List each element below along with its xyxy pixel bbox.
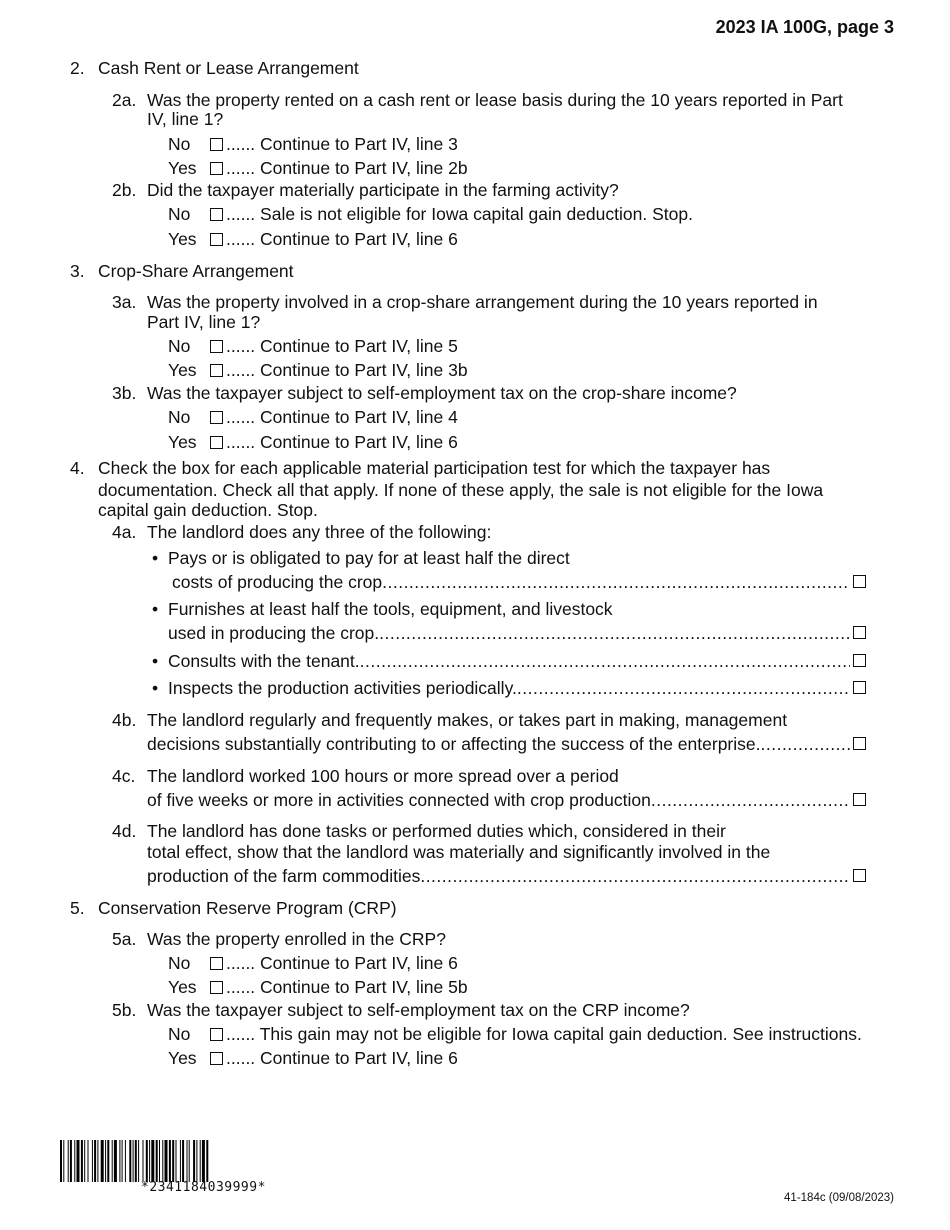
q5b-no-checkbox[interactable] [210, 1028, 223, 1041]
q3b-yes-option [210, 431, 458, 453]
q5b-number: 5b. [112, 1000, 137, 1020]
q2b-text-line1: Did the taxpayer materially participate in the farming activity? [147, 180, 619, 200]
barcode [60, 1140, 342, 1182]
q2b-yes-text: ...... Continue to Part IV, line 6 [226, 229, 458, 249]
q3a-no-option [210, 335, 458, 357]
q3a-yes-checkbox[interactable] [210, 364, 223, 377]
q5b-yes-label: Yes [168, 1048, 197, 1068]
section-3-number: 3. [70, 261, 85, 281]
dot-leader [360, 650, 850, 672]
q4c-text-line1: The landlord worked 100 hours or more spread over a period [147, 766, 619, 786]
q5a-text-line1: Was the property enrolled in the CRP? [147, 929, 446, 949]
q4b-number: 4b. [112, 710, 137, 730]
q4a-bullet-4-row [168, 677, 869, 699]
q3b-number: 3b. [112, 383, 137, 403]
q5a-yes-label: Yes [168, 977, 197, 997]
q5b-no-option [210, 1023, 862, 1045]
q3b-no-checkbox[interactable] [210, 411, 223, 424]
q3b-text-line1: Was the taxpayer subject to self-employment tax on the crop-share income? [147, 383, 737, 403]
q4c-row [147, 789, 869, 811]
q5a-yes-option [210, 976, 468, 998]
q3a-number: 3a. [112, 292, 137, 312]
q4a-bullet-4-checkbox[interactable] [853, 681, 866, 694]
q5a-no-label: No [168, 953, 191, 973]
q3a-no-checkbox[interactable] [210, 340, 223, 353]
q4d-text-line1: The landlord has done tasks or performed duties which, considered in their [147, 821, 726, 841]
q3a-yes-label: Yes [168, 360, 197, 380]
bullet-1-icon: • [152, 548, 159, 568]
q4d-number: 4d. [112, 821, 137, 841]
q4c-number: 4c. [112, 766, 136, 786]
q5b-yes-checkbox[interactable] [210, 1052, 223, 1065]
q3a-text-line2: Part IV, line 1? [147, 312, 261, 332]
q3b-yes-checkbox[interactable] [210, 436, 223, 449]
q4a-bullet-3-row [168, 650, 869, 672]
q3a-no-text: ...... Continue to Part IV, line 5 [226, 336, 458, 356]
q2b-number: 2b. [112, 180, 137, 200]
section-4-text-line2: documentation. Check all that apply. If none of these apply, the sale is not eligible for the Iowa [98, 480, 824, 500]
q2b-no-option [210, 203, 693, 225]
dot-leader [761, 733, 851, 755]
q2a-yes-option [210, 157, 468, 179]
q2a-no-label: No [168, 134, 191, 154]
q5b-yes-text: ...... Continue to Part IV, line 6 [226, 1048, 458, 1068]
q5a-no-option [210, 952, 458, 974]
q2a-yes-label: Yes [168, 158, 197, 178]
q2a-number: 2a. [112, 90, 137, 110]
q2a-no-checkbox[interactable] [210, 138, 223, 151]
dot-leader [379, 622, 850, 644]
q4c-text-line2: of five weeks or more in activities connected with crop production [147, 790, 651, 810]
q5a-number: 5a. [112, 929, 137, 949]
section-4-text-line3: capital gain deduction. Stop. [98, 500, 318, 520]
q5b-text-line1: Was the taxpayer subject to self-employment tax on the CRP income? [147, 1000, 690, 1020]
q3b-no-label: No [168, 407, 191, 427]
q4d-text-line3: production of the farm commodities [147, 866, 421, 886]
q4b-text-line1: The landlord regularly and frequently makes, or takes part in making, management [147, 710, 788, 730]
q2a-text-line1: Was the property rented on a cash rent or lease basis during the 10 years reported in Part [147, 90, 843, 110]
q3b-no-option [210, 406, 458, 428]
q2a-yes-checkbox[interactable] [210, 162, 223, 175]
q3a-no-label: No [168, 336, 191, 356]
q4a-bullet-1-line2: costs of producing the crop [172, 572, 383, 592]
q2b-no-checkbox[interactable] [210, 208, 223, 221]
q5a-yes-text: ...... Continue to Part IV, line 5b [226, 977, 468, 997]
q2b-yes-checkbox[interactable] [210, 233, 223, 246]
q2b-yes-label: Yes [168, 229, 197, 249]
barcode-text: *2341184039999* [141, 1180, 266, 1195]
q4a-bullet-3-text: Consults with the tenant. [168, 651, 360, 671]
q3b-no-text: ...... Continue to Part IV, line 4 [226, 407, 458, 427]
q4b-checkbox[interactable] [853, 737, 866, 750]
q4a-bullet-2-row [168, 622, 869, 644]
q4a-bullet-1-line1: Pays or is obligated to pay for at least half the direct [168, 548, 570, 568]
q2a-no-option [210, 133, 458, 155]
section-2-number: 2. [70, 58, 85, 78]
q2b-yes-option [210, 228, 458, 250]
section-2-title: Cash Rent or Lease Arrangement [98, 58, 359, 78]
q5a-yes-checkbox[interactable] [210, 981, 223, 994]
q4d-checkbox[interactable] [853, 869, 866, 882]
q3a-yes-option [210, 359, 468, 381]
q4a-bullet-2-checkbox[interactable] [853, 626, 866, 639]
section-5-title: Conservation Reserve Program (CRP) [98, 898, 397, 918]
q4a-bullet-1-checkbox[interactable] [853, 575, 866, 588]
q4b-text-line2: decisions substantially contributing to or affecting the success of the enterprise. [147, 734, 761, 754]
q2b-no-label: No [168, 204, 191, 224]
q5b-yes-option [210, 1047, 458, 1069]
q4d-text-line2: total effect, show that the landlord was materially and significantly involved in the [147, 842, 771, 862]
dot-leader [420, 865, 850, 887]
q2a-yes-text: ...... Continue to Part IV, line 2b [226, 158, 468, 178]
q4b-row [147, 733, 869, 755]
q2b-no-text: ...... Sale is not eligible for Iowa capital gain deduction. Stop. [226, 204, 693, 224]
section-4-text-line1: Check the box for each applicable material participation test for which the taxpayer has [98, 458, 771, 478]
q4a-bullet-2-line2: used in producing the crop. [168, 623, 380, 643]
q3a-text-line1: Was the property involved in a crop-share arrangement during the 10 years reported in [147, 292, 818, 312]
page-title: 2023 IA 100G, page 3 [715, 17, 894, 37]
q2a-text-line2: IV, line 1? [147, 109, 224, 129]
q4c-checkbox[interactable] [853, 793, 866, 806]
q4a-bullet-4-text: Inspects the production activities periodically. [168, 678, 517, 698]
q5a-no-checkbox[interactable] [210, 957, 223, 970]
q4d-row [147, 865, 869, 887]
bullet-2-icon: • [152, 599, 159, 619]
q3b-yes-text: ...... Continue to Part IV, line 6 [226, 432, 458, 452]
q5b-no-text: ...... This gain may not be eligible for Iowa capital gain deduction. See instructions. [226, 1024, 862, 1044]
q4a-bullet-2-line1: Furnishes at least half the tools, equipment, and livestock [168, 599, 613, 619]
q3b-yes-label: Yes [168, 432, 197, 452]
form-id: 41-184c (09/08/2023) [784, 1192, 894, 1204]
q5b-no-label: No [168, 1024, 191, 1044]
q3a-yes-text: ...... Continue to Part IV, line 3b [226, 360, 468, 380]
bullet-4-icon: • [152, 678, 159, 698]
section-5-number: 5. [70, 898, 85, 918]
q5a-no-text: ...... Continue to Part IV, line 6 [226, 953, 458, 973]
q4a-number: 4a. [112, 522, 137, 542]
bullet-3-icon: • [152, 651, 159, 671]
dot-leader [382, 571, 850, 593]
q2a-no-text: ...... Continue to Part IV, line 3 [226, 134, 458, 154]
dot-leader [517, 677, 850, 699]
section-3-title: Crop-Share Arrangement [98, 261, 294, 281]
q4a-text: The landlord does any three of the following: [147, 522, 492, 542]
q4a-bullet-3-checkbox[interactable] [853, 654, 866, 667]
dot-leader [651, 789, 850, 811]
section-4-number: 4. [70, 458, 85, 478]
q4a-bullet-1-row [172, 571, 869, 593]
